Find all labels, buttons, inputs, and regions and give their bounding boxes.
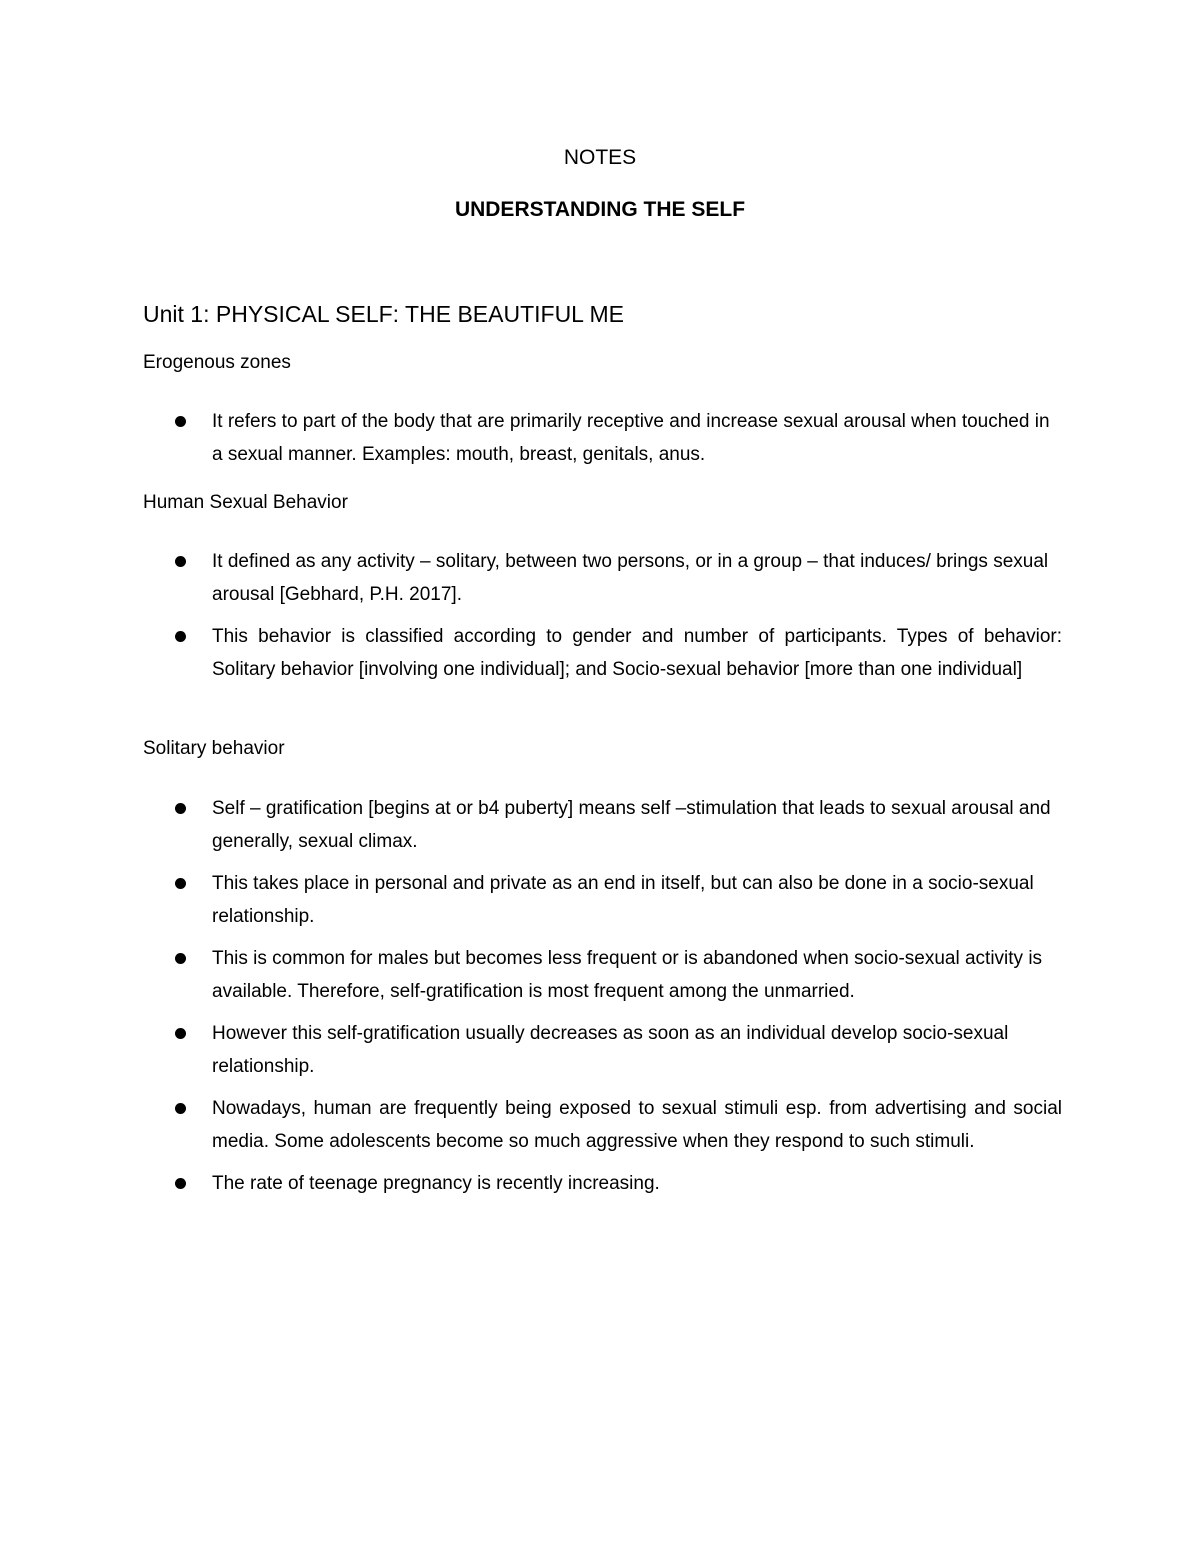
bullet-icon	[175, 556, 186, 567]
list-item-text: This is common for males but becomes less frequent or is abandoned when socio-sexual activity is available. Therefore, self-gratification is most frequent among the unmarried.	[212, 948, 1043, 1002]
list-item-text: Nowadays, human are frequently being exposed to sexual stimuli esp. from advertising and social media. Some adolescents become so much aggressive when they respond to such stimuli.	[212, 1098, 1062, 1152]
list-item-text: However this self-gratification usually decreases as soon as an individual develop socio-sexual relationship.	[212, 1023, 1009, 1077]
bullet-list-erogenous-zones	[0, 405, 1200, 480]
document-subtitle: UNDERSTANDING THE SELF	[454, 198, 746, 221]
bullet-icon	[175, 878, 186, 889]
list-item-text: Self – gratification [begins at or b4 puberty] means self –stimulation that leads to sexual arousal and generally, sexual climax.	[212, 798, 1051, 852]
section-heading-human-sexual-behavior: Human Sexual Behavior	[143, 492, 348, 513]
bullet-icon	[175, 953, 186, 964]
document-title: NOTES	[563, 146, 637, 169]
bullet-icon	[175, 416, 186, 427]
list-item	[0, 1167, 1062, 1200]
list-item	[0, 792, 1062, 858]
section-heading-solitary-behavior: Solitary behavior	[143, 738, 285, 759]
list-item-text: This takes place in personal and private as an end in itself, but can also be done in a socio-sexual relationship.	[212, 873, 1034, 927]
list-item-text: The rate of teenage pregnancy is recently increasing.	[212, 1173, 660, 1194]
bullet-icon	[175, 1178, 186, 1189]
unit-heading: Unit 1: PHYSICAL SELF: THE BEAUTIFUL ME	[143, 301, 625, 327]
list-item	[0, 1017, 1062, 1083]
bullet-icon	[175, 1103, 186, 1114]
bullet-icon	[175, 631, 186, 642]
list-item	[0, 620, 1062, 686]
list-item-text: It refers to part of the body that are primarily receptive and increase sexual arousal when touched in a sexual manner. Examples: mouth, breast, genitals, anus.	[212, 411, 1050, 465]
list-item-text: It defined as any activity – solitary, between two persons, or in a group – that induces/ brings sexual arousal [Gebhard, P.H. 2017].	[212, 551, 1049, 605]
list-item	[0, 405, 1062, 471]
bullet-icon	[175, 1028, 186, 1039]
list-item	[0, 867, 1062, 933]
bullet-icon	[175, 803, 186, 814]
list-item	[0, 942, 1062, 1008]
bullet-list-human-sexual-behavior	[0, 545, 1200, 695]
list-item	[0, 1092, 1062, 1158]
list-item	[0, 545, 1062, 611]
bullet-list-solitary-behavior	[0, 792, 1200, 1209]
list-item-text: This behavior is classified according to gender and number of participants. Types of behavior: Solitary behavior [involving one individual]; and Socio-sexual behavior [more than one individual]	[212, 626, 1062, 680]
section-heading-erogenous-zones: Erogenous zones	[143, 352, 291, 373]
